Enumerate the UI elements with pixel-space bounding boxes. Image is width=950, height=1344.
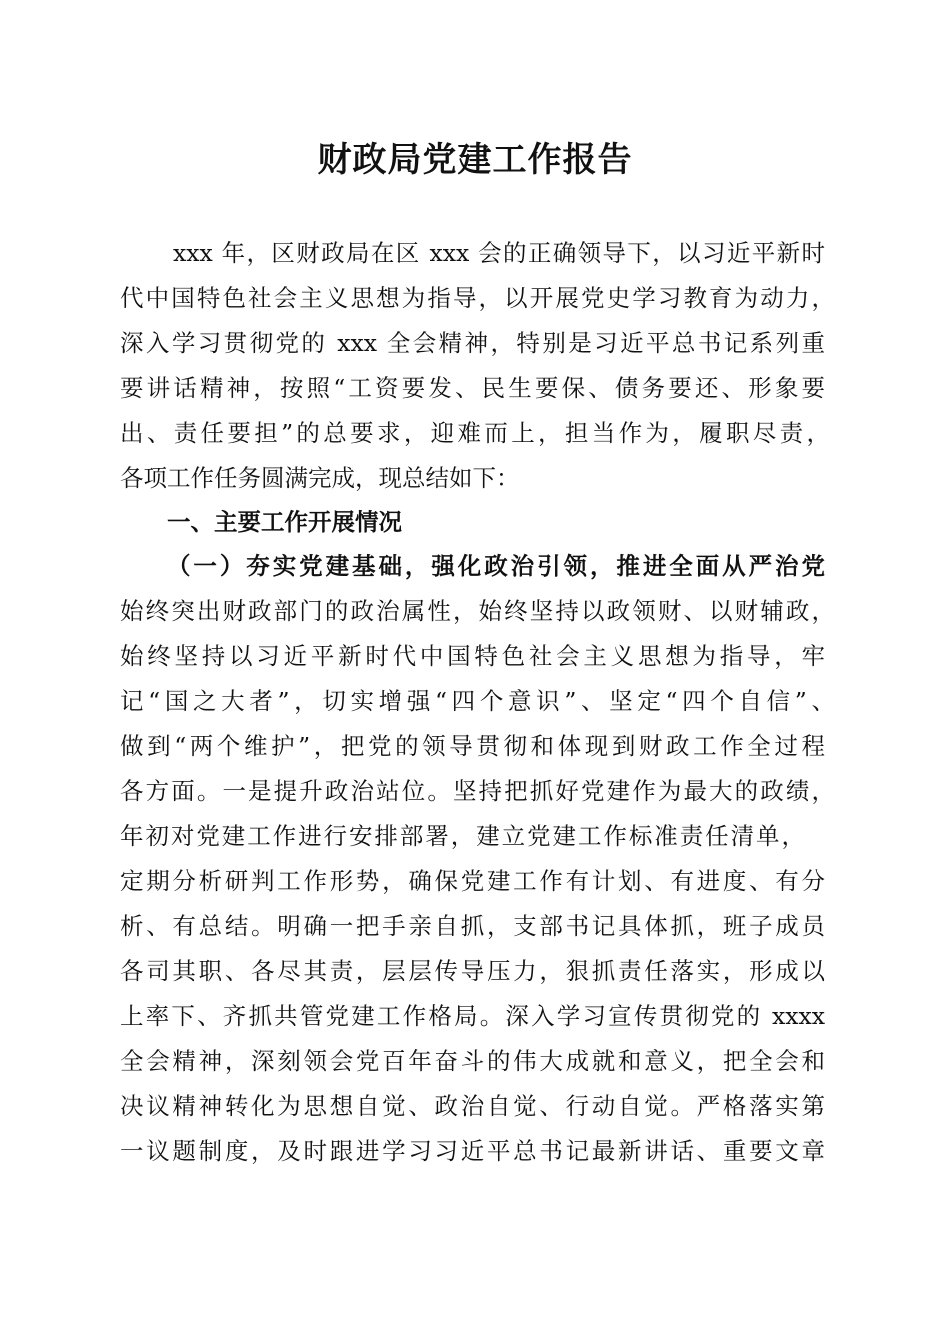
body-line: 做到“两个维护”，把党的领导贯彻和体现到财政工作全过程: [120, 732, 825, 760]
subsection-heading: （一）夯实党建基础，强化政治引领，推进全面从严治党: [167, 552, 825, 580]
section-heading: 一、主要工作开展情况: [167, 508, 402, 536]
body-line: 析、有总结。明确一把手亲自抓，支部书记具体抓，班子成员: [120, 912, 825, 940]
body-line: 全会精神，深刻领会党百年奋斗的伟大成就和意义，把全会和: [120, 1047, 825, 1075]
body-line: 记“国之大者”，切实增强“四个意识”、坚定“四个自信”、: [120, 687, 835, 715]
intro-line: xxx 年，区财政局在区 xxx 会的正确领导下，以习近平新时: [173, 239, 825, 267]
body-line: 定期分析研判工作形势，确保党建工作有计划、有进度、有分: [120, 867, 825, 895]
body-line: 上率下、齐抓共管党建工作格局。深入学习宣传贯彻党的 xxxx: [120, 1002, 825, 1030]
body-line: 一议题制度，及时跟进学习习近平总书记最新讲话、重要文章: [120, 1137, 825, 1165]
body-line: 始终坚持以习近平新时代中国特色社会主义思想为指导，牢: [120, 642, 825, 670]
body-line: 始终突出财政部门的政治属性，始终坚持以政领财、以财辅政，: [120, 597, 835, 625]
body-line: 年初对党建工作进行安排部署，建立党建工作标准责任清单，: [120, 822, 805, 850]
body-line: 各方面。一是提升政治站位。坚持把抓好党建作为最大的政绩，: [120, 777, 835, 805]
intro-line: 代中国特色社会主义思想为指导，以开展党史学习教育为动力，: [120, 284, 835, 312]
intro-line: 要讲话精神，按照“工资要发、民生要保、债务要还、形象要: [120, 374, 825, 402]
body-line: 各司其职、各尽其责，层层传导压力，狠抓责任落实，形成以: [120, 957, 825, 985]
intro-line: 各项工作任务圆满完成，现总结如下：: [120, 464, 520, 492]
body-line: 决议精神转化为思想自觉、政治自觉、行动自觉。严格落实第: [120, 1092, 825, 1120]
intro-line: 出、责任要担”的总要求，迎难而上，担当作为，履职尽责，: [120, 419, 830, 447]
document-title: 财政局党建工作报告: [317, 140, 633, 180]
intro-line: 深入学习贯彻党的 xxx 全会精神，特别是习近平总书记系列重: [120, 329, 825, 357]
